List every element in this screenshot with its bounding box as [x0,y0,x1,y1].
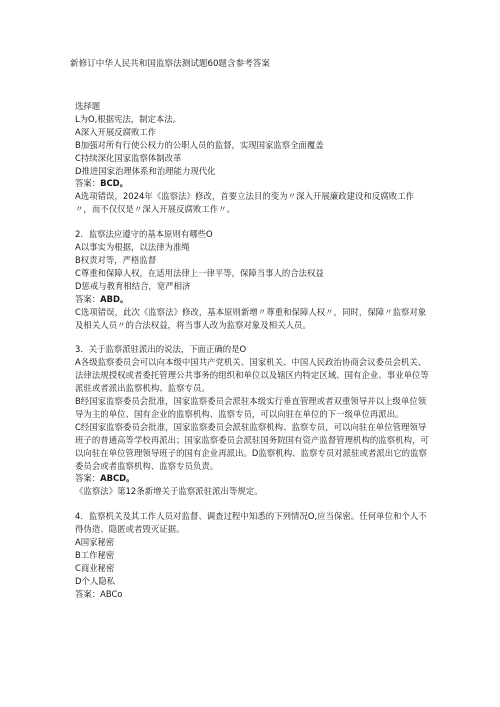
spacer [75,331,430,343]
option-c-d: C经国家监察委员会批准，国家监察委员会派驻监察机构、监察专员，可以向驻在单位管理领导班子的普通高等学校再派出；国家监察委员会派驻国务院国有资产监督管理机构的监察机构，可以向驻在单位管理领导班子的国有企业再派出。D监察机构、监察专员对派驻或者派出它的监察委员会或者监察机构、监察专员负责。 [75,421,429,471]
option-b: B经国家监察委员会批准，国家监察委员会派驻本级实行垂直管理或者双重领导并以上级单位领导为主的单位、国有企业的监察机构、监察专员，可以向驻在单位的下一级单位再派出。 [75,396,427,419]
option-a: A以事实为根据，以法律为准绳 [75,242,190,253]
explanation: 《监察法》第12条新增关于监察派驻派出等规定。 [75,486,263,497]
answer-value: ABCo [100,588,123,599]
explanation: C选项错误，此次《监察法》修改，基本原则新增〃尊重和保障人权〃，同时，保障〃监察对象及相关人员〃的合法权益，将当事人改为监察对象及相关人员。 [75,306,427,330]
option-b: B加强对所有行使公权力的公职人员的监督，实现国家监察全面覆盖 [75,139,324,150]
question-stem: L为O,根据宪法，制定本法。 [75,113,182,124]
question-stem: 3．关于监察派驻派出的说法，下面正确的是O [75,344,247,355]
option-a: A国家秘密 [75,537,115,548]
option-d: D个人隐私 [75,575,115,586]
question-stem: 2．监察法应遵守的基本原则有哪些O [75,229,213,240]
question-stem: 4．监察机关及其工作人员对监督、调查过程中知悉的下列情况O,应当保密。任何单位和个人不得伪造、隐匿或者毁灭证据。 [75,511,427,535]
answer-label: 答案： [75,473,101,484]
document-body [75,100,430,601]
answer-label: 答案： [75,293,101,304]
option-b: B工作秘密 [75,550,115,560]
question-block [75,343,430,498]
answer-label: 答案： [75,178,101,189]
answer-line [75,588,430,601]
explanation: A选项错误，2024年《监察法》修改，首要立法目的变为〃深入开展廉政建设和反腐败工作〃，而不仅仅是〃深入开展反腐败工作〃。 [75,191,415,215]
option-d: D推进国家治理体系和治理能力现代化 [75,165,216,176]
option-a: A各级监察委员会可以向本级中国共产党机关、国家机关、中国人民政治协商会议委员会机关、法律法规授权或者委托管理公共事务的组织和单位以及辖区内特定区域、国有企业、事业单位等派驻或者派出监察机构、监察专员。 [75,357,429,394]
option-d: D惩戒与教育相结合，宽严相济 [75,280,191,291]
answer-line [75,472,430,485]
option-c: C尊重和保障人权，在适用法律上一律平等，保障当事人的合法权益 [75,267,324,278]
option-b: B权责对等，严格监督 [75,254,157,265]
question-block [75,113,430,216]
spacer [75,216,430,228]
answer-line [75,293,430,306]
option-c: C商业秘密 [75,562,115,573]
document-title: 新修订中华人民共和国监察法测试题60题含参考答案 [70,59,270,69]
answer-line [75,177,430,190]
spacer [75,498,430,510]
answer-value: BCD。 [100,178,128,189]
answer-value: ABD。 [100,293,129,304]
option-a: A深入开展反腐败工作 [75,126,157,137]
question-block [75,228,430,331]
answer-label: 答案： [75,588,101,599]
section-heading: 选择题 [75,101,101,111]
option-c: C持续深化国家监察体制改革 [75,152,182,163]
question-block [75,510,430,600]
answer-value: ABCD。 [100,473,135,484]
